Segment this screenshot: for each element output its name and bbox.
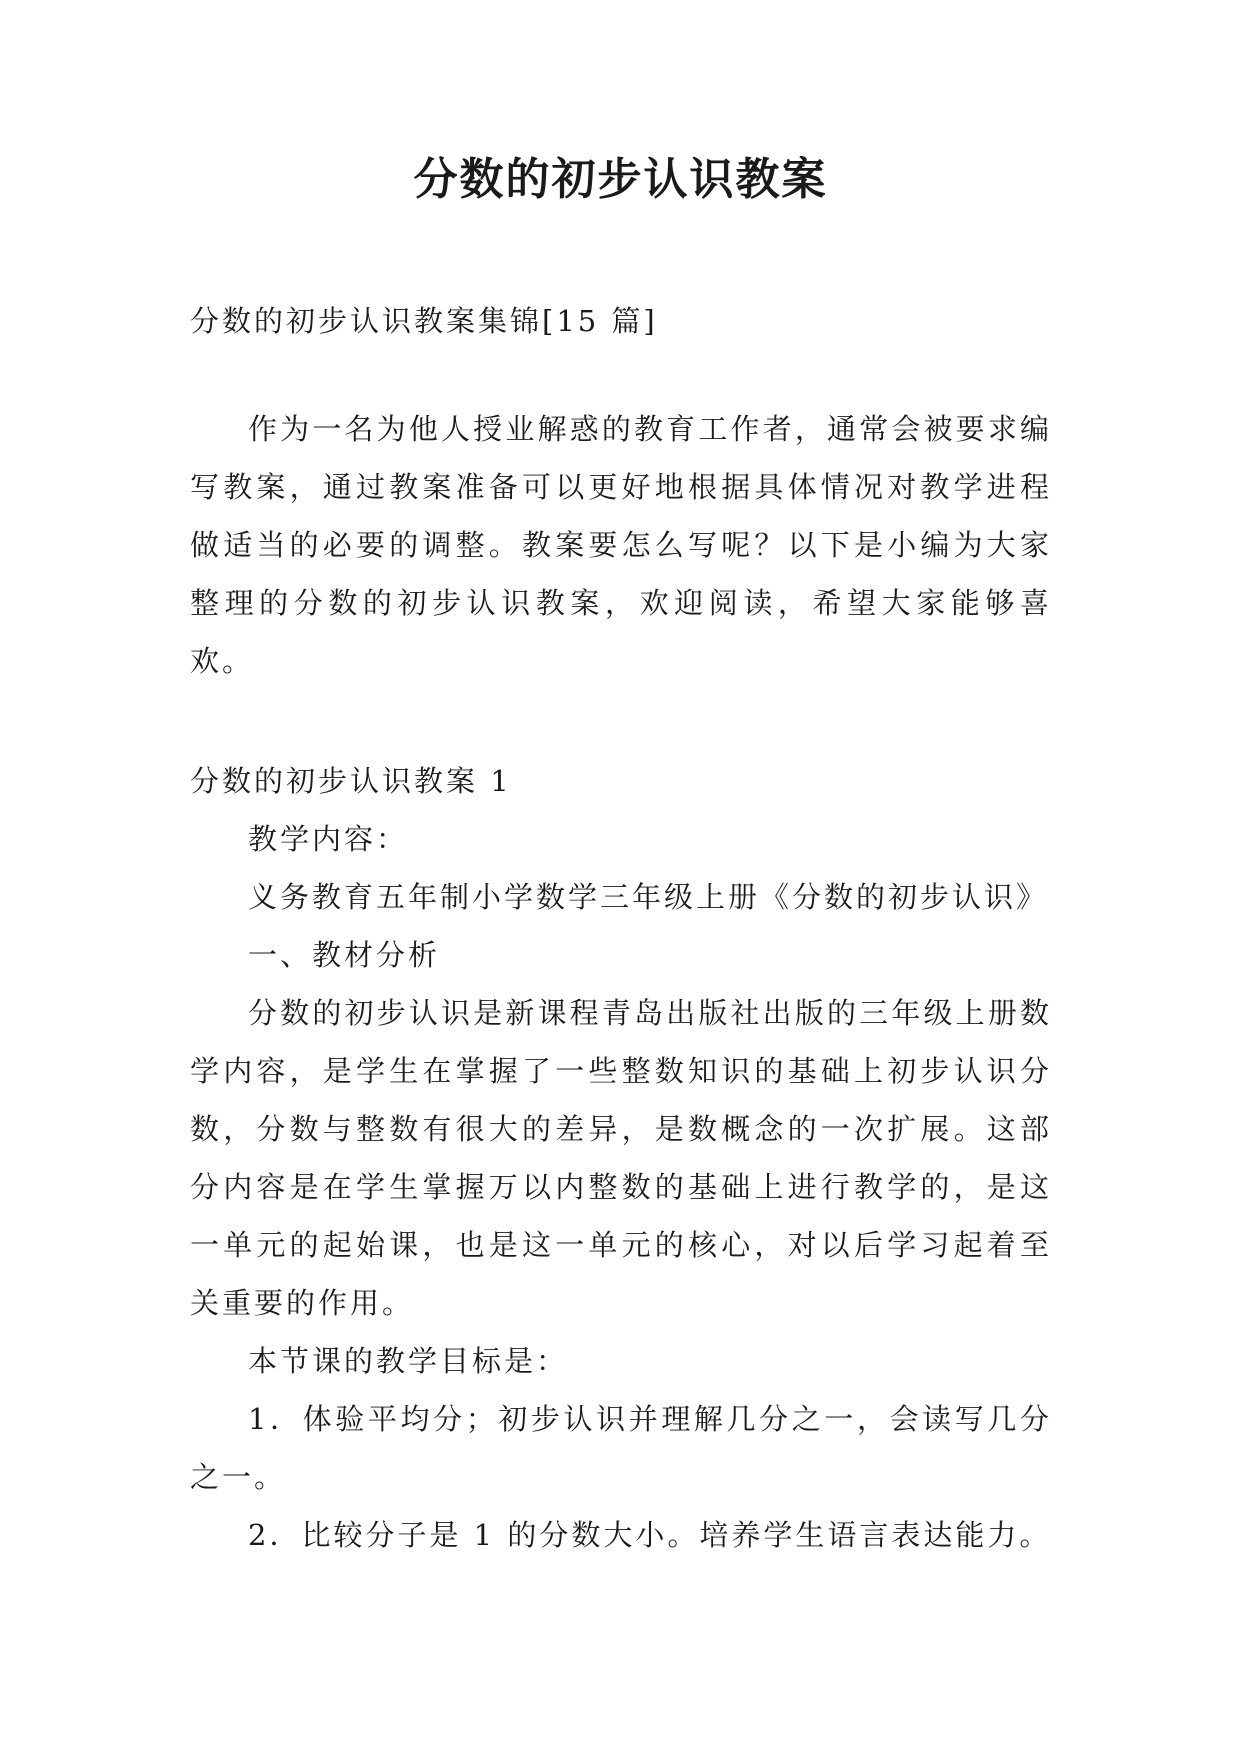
- goal-item-1: 1．体验平均分；初步认识并理解几分之一，会读写几分之一。: [190, 1402, 1052, 1494]
- analysis-heading: 一、教材分析: [248, 938, 441, 972]
- document-subtitle: [190, 292, 1052, 350]
- analysis-paragraph: 分数的初步认识是新课程青岛出版社出版的三年级上册数学内容，是学生在掌握了一些整数知识的基础上初步认识分数，分数与整数有很大的差异，是数概念的一次扩展。这部分内容是在学生掌握万以内整数的基础上进行教学的，是这一单元的起始课，也是这一单元的核心，对以后学习起着至关重要的作用。: [190, 996, 1052, 1320]
- document-title: 分数的初步认识教案: [413, 154, 828, 205]
- teaching-content: 义务教育五年制小学数学三年级上册《分数的初步认识》: [248, 880, 1049, 914]
- section-heading: 分数的初步认识教案 1: [190, 764, 512, 798]
- intro-paragraph: [190, 400, 1052, 690]
- goals-label: 本节课的教学目标是：: [248, 1344, 569, 1378]
- subtitle-text: 分数的初步认识教案集锦[15 篇]: [190, 304, 658, 338]
- teaching-content-label: 教学内容：: [248, 822, 409, 856]
- intro-text: 作为一名为他人授业解惑的教育工作者，通常会被要求编写教案，通过教案准备可以更好地根据具体情况对教学进程做适当的必要的调整。教案要怎么写呢？以下是小编为大家整理的分数的初步认识教案，欢迎阅读，希望大家能够喜欢。: [190, 412, 1052, 678]
- section-1: [190, 752, 1052, 1564]
- goal-item-2: 2．比较分子是 1 的分数大小。培养学生语言表达能力。: [248, 1518, 1052, 1552]
